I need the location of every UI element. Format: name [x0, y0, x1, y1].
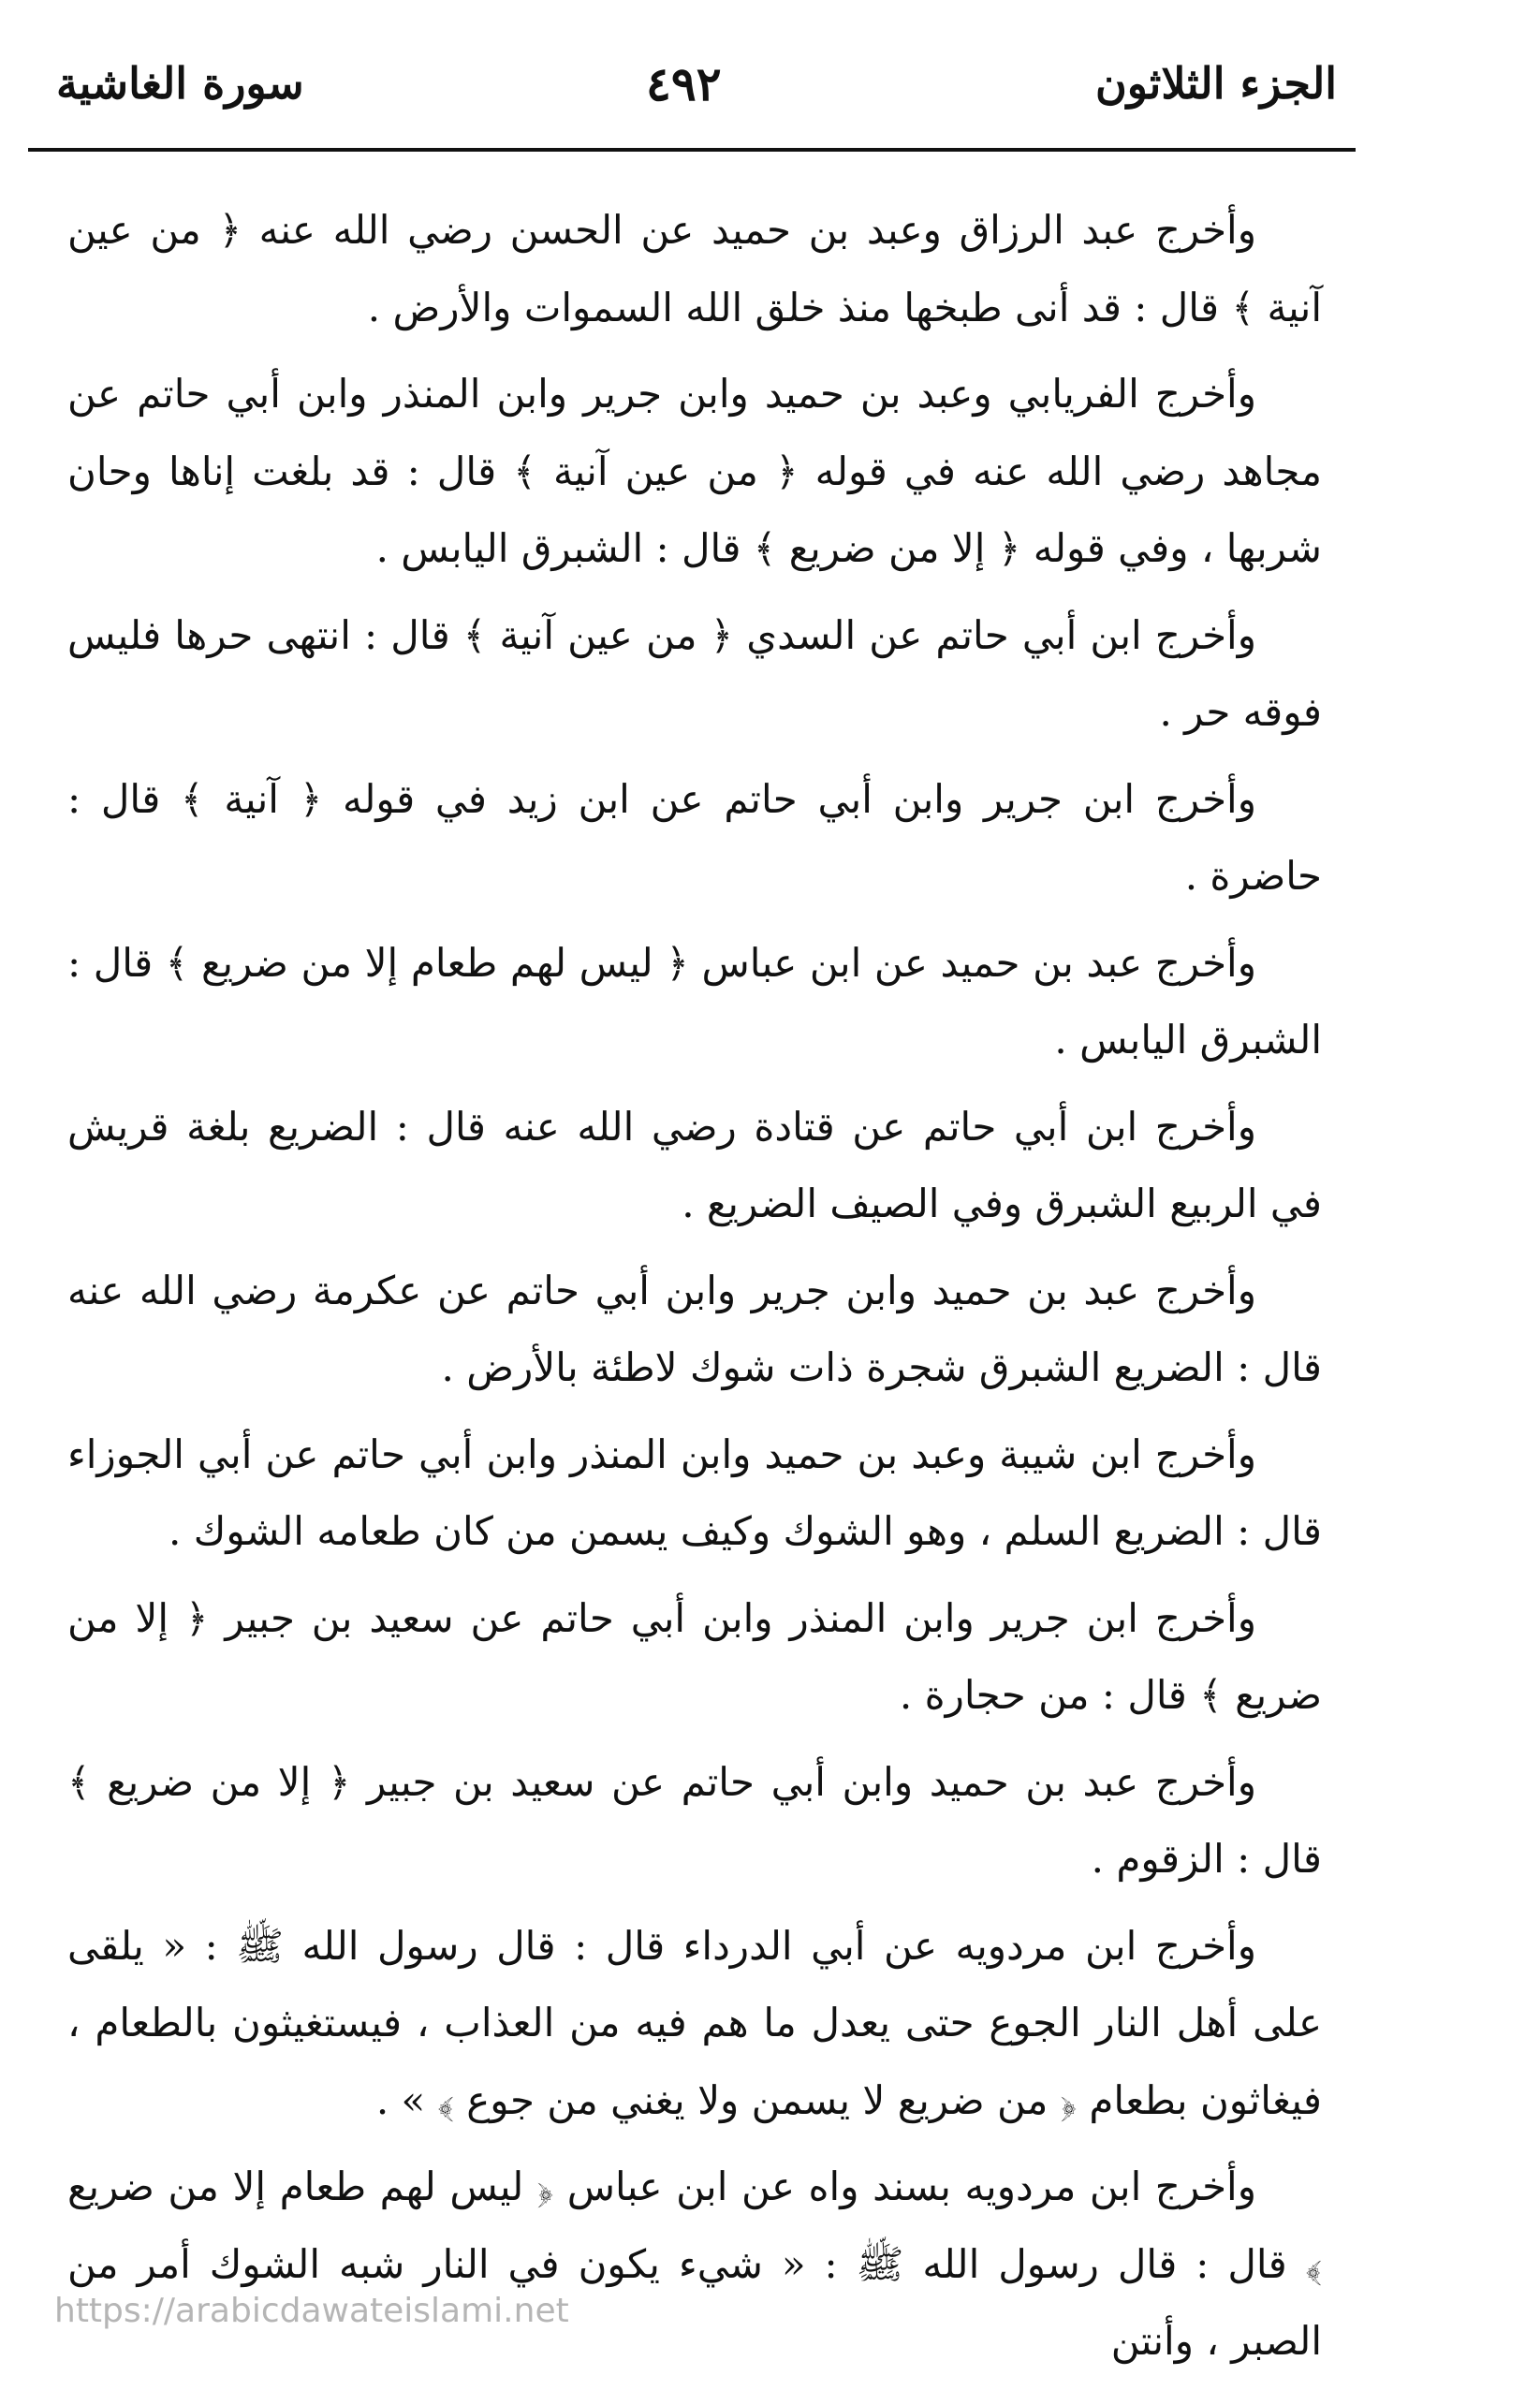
paragraph-6: وأخرج ابن أبي حاتم عن قتادة رضي الله عنه قال : الضريع بلغة قريش في الربيع الشبرق وفي الصيف الضريع . [67, 1103, 1322, 1226]
page-body [67, 192, 1322, 2390]
paragraph-1: وأخرج عبد الرزاق وعبد بن حميد عن الحسن رضي الله عنه ﴿ من عين آنية ﴾ قال : قد أنى طبخها منذ خلق الله السموات والأرض . [67, 207, 1322, 330]
part-title: الجزء الثلاثون [1095, 58, 1337, 109]
page-number: ٤٩٢ [646, 56, 722, 111]
paragraph-9: وأخرج ابن جرير وابن المنذر وابن أبي حاتم عن سعيد بن جبير ﴿ إلا من ضريع ﴾ قال : من حجارة . [67, 1594, 1322, 1718]
paragraph-8: وأخرج ابن شيبة وعبد بن حميد وابن المنذر وابن أبي حاتم عن أبي الجوزاء قال : الضريع السلم ، وهو الشوك وكيف يسمن من كان طعامه الشوك . [67, 1430, 1322, 1554]
paragraph-3: وأخرج ابن أبي حاتم عن السدي ﴿ من عين آنية ﴾ قال : انتهى حرها فليس فوقه حر . [67, 611, 1322, 735]
paragraph-10: وأخرج عبد بن حميد وابن أبي حاتم عن سعيد بن جبير ﴿ إلا من ضريع ﴾ قال : الزقوم . [67, 1758, 1322, 1882]
paragraph-7: وأخرج عبد بن حميد وابن جرير وابن أبي حاتم عن عكرمة رضي الله عنه قال : الضريع الشبرق شجرة ذات شوك لاطئة بالأرض . [67, 1267, 1322, 1390]
paragraph-12: وأخرج ابن مردويه بسند واه عن ابن عباس ﴿ ليس لهم طعام إلا من ضريع ﴾ قال : قال رسول الله ﷺ : « شيء يكون في النار شبه الشوك أمر من الصبر ، وأنتن [67, 2163, 1322, 2364]
paragraph-5: وأخرج عبد بن حميد عن ابن عباس ﴿ ليس لهم طعام إلا من ضريع ﴾ قال : الشبرق اليابس . [67, 939, 1322, 1063]
header-divider [28, 148, 1356, 152]
surah-title: سورة الغاشية [56, 58, 304, 109]
paragraph-2: وأخرج الفريابي وعبد بن حميد وابن جرير وابن المنذر وابن أبي حاتم عن مجاهد رضي الله عنه في قوله ﴿ من عين آنية ﴾ قال : قد بلغت إناها وحان شربها ، وفي قوله ﴿ إلا من ضريع ﴾ قال : الشبرق اليابس . [67, 371, 1322, 571]
paragraph-11: وأخرج ابن مردويه عن أبي الدرداء قال : قال رسول الله ﷺ : « يلقى على أهل النار الجوع حتى يعدل ما هم فيه من العذاب ، فيستغيثون بالطعام ، فيغاثون بطعام ﴿ من ضريع لا يسمن ولا يغني من جوع ﴾ » . [67, 1922, 1322, 2123]
paragraph-4: وأخرج ابن جرير وابن أبي حاتم عن ابن زيد في قوله ﴿ آنية ﴾ قال : حاضرة . [67, 775, 1322, 899]
page-header [28, 58, 1356, 142]
watermark-url: https://arabicdawateislami.net [54, 2292, 569, 2330]
